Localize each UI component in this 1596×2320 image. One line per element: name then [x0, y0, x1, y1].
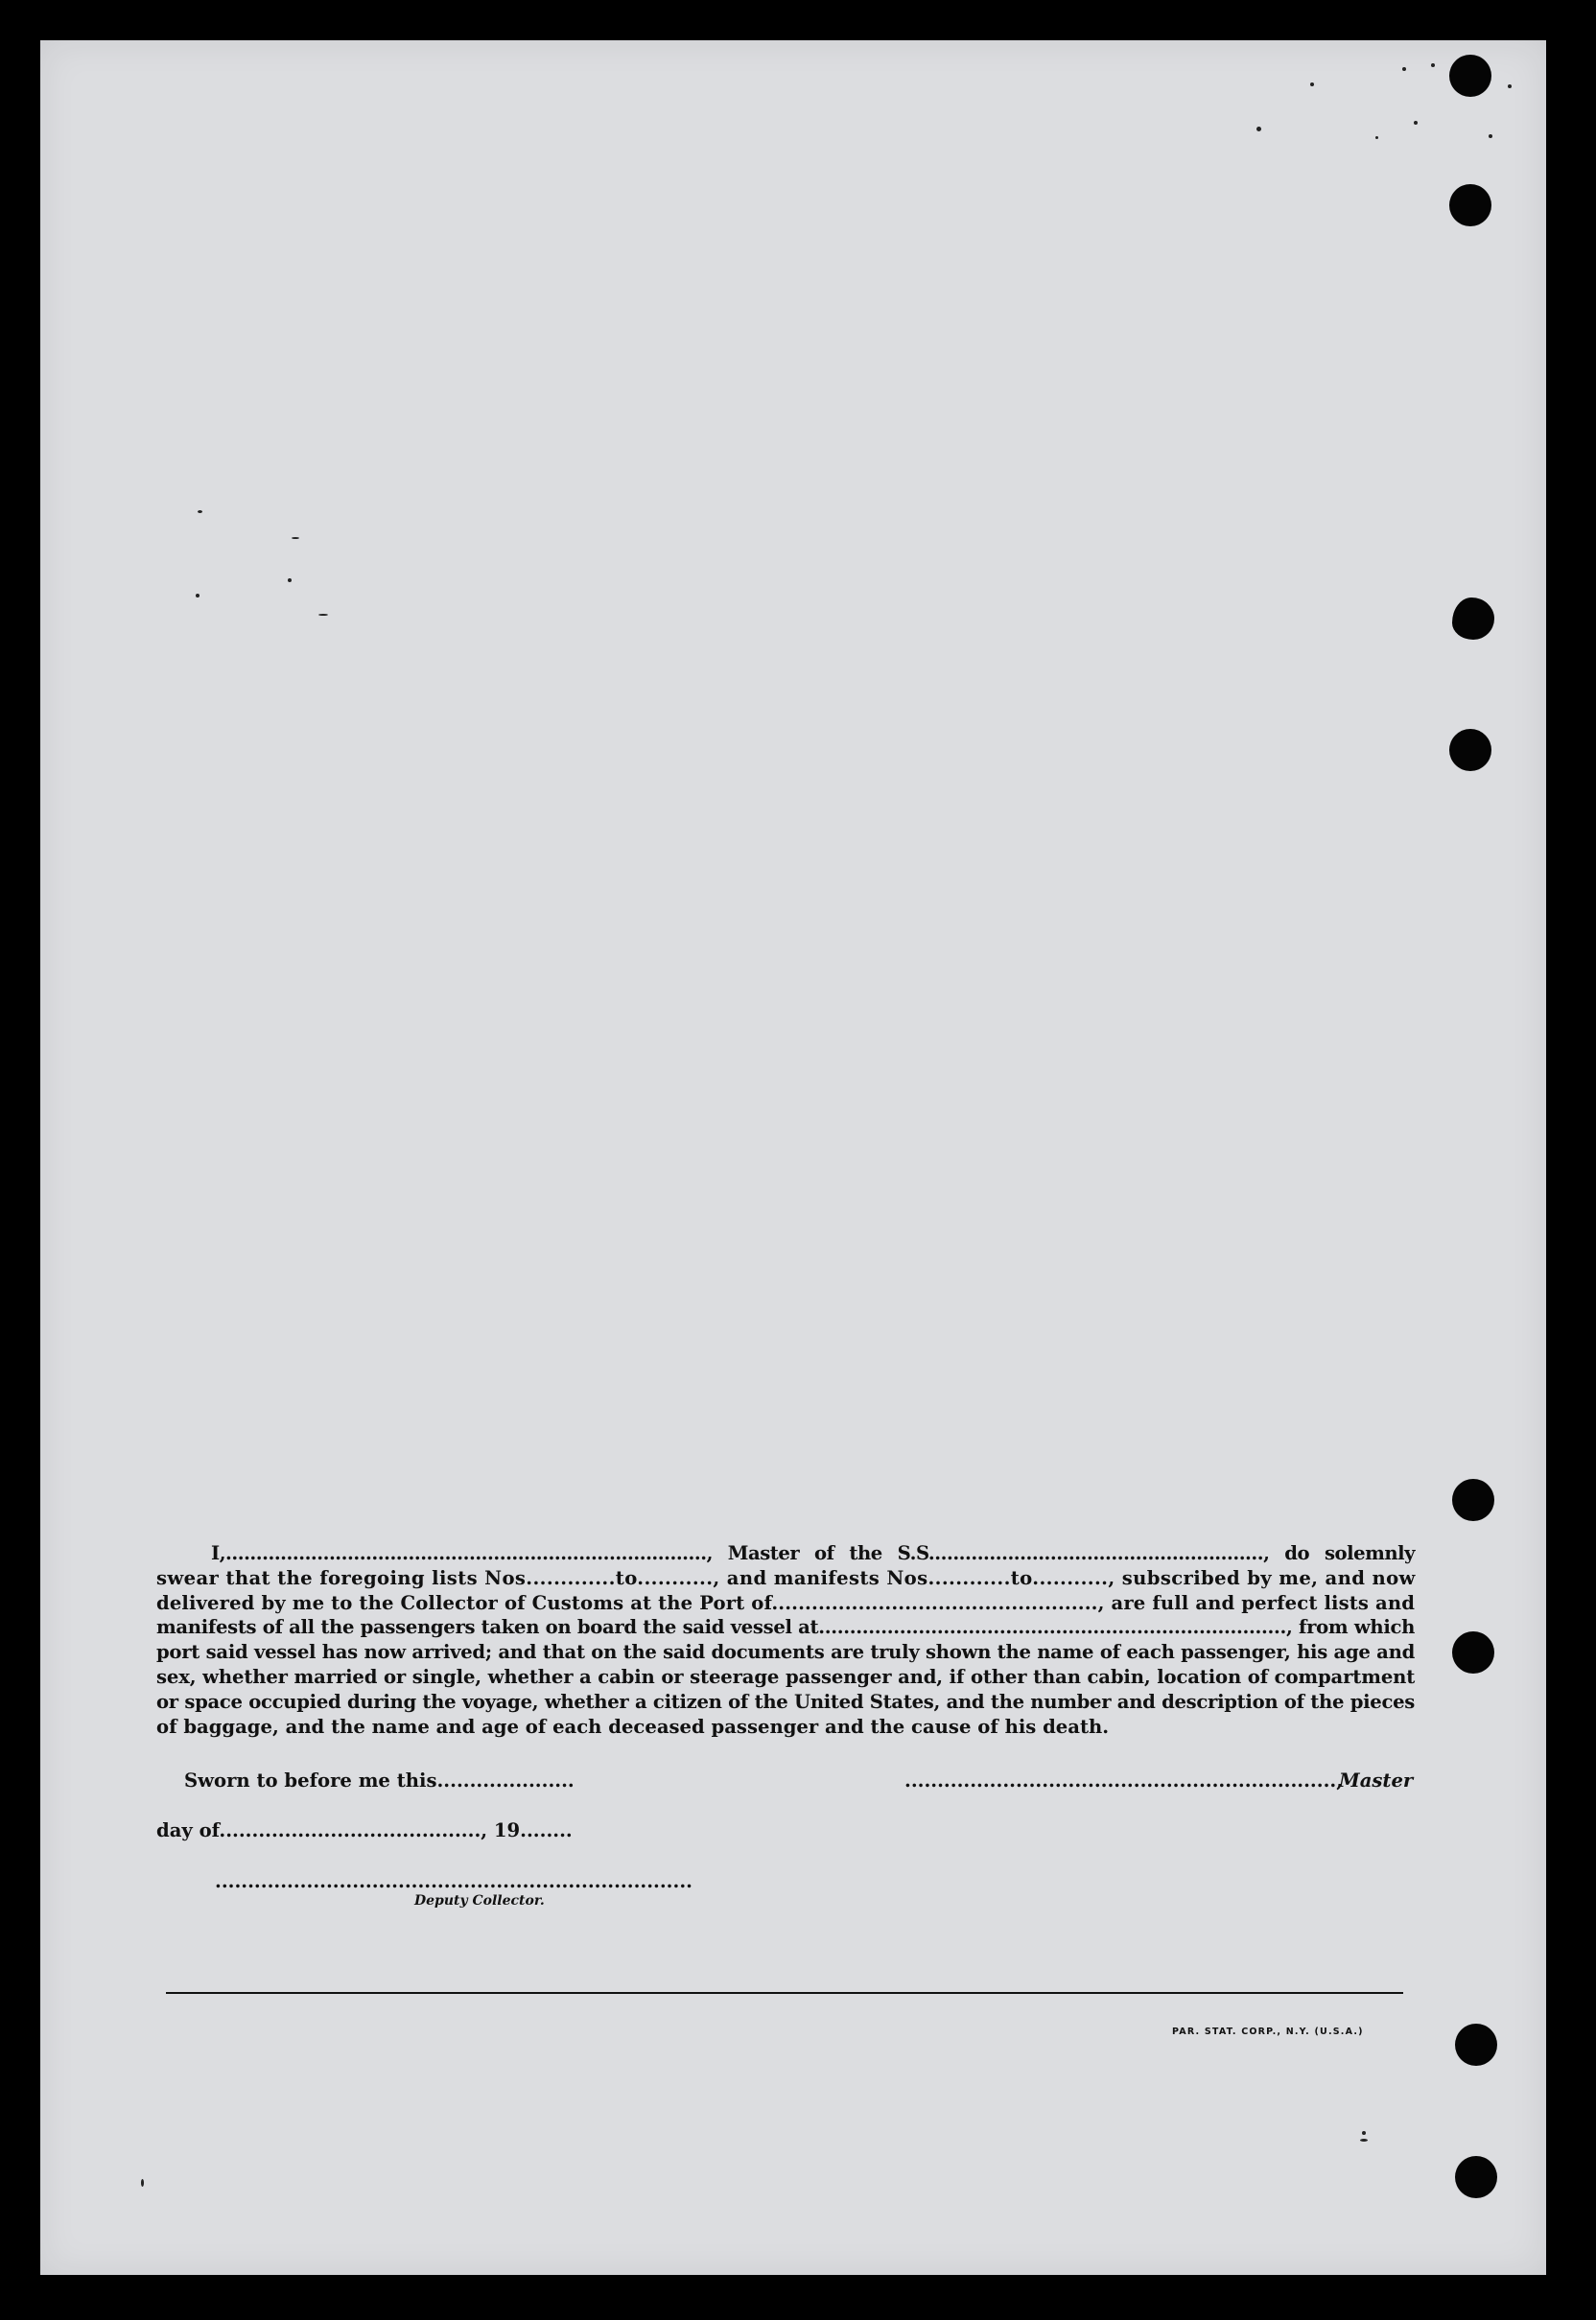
punch-hole [1452, 598, 1494, 640]
oath-paragraph [156, 1541, 1415, 1739]
dust-speck [1402, 67, 1406, 71]
dust-speck [1310, 82, 1314, 86]
master-label: Master [1339, 1769, 1414, 1792]
master-signature-line: .................................................................., [904, 1769, 1344, 1792]
collector-signature-line: ......................................................................... [215, 1870, 692, 1892]
day-label: day of........................................, 19........ [156, 1819, 573, 1841]
printer-mark: PAR. STAT. CORP., N.Y. (U.S.A.) [1172, 2027, 1364, 2037]
dust-speck [1362, 2131, 1366, 2135]
oath-line: swear that the foregoing lists Nos.............to..........., and manifests Nos............to..........., subscribed by me, and now [156, 1566, 1416, 1589]
dust-speck [292, 537, 299, 539]
dust-speck [1360, 2139, 1368, 2142]
dust-speck [1508, 84, 1512, 88]
oath-line: sex, whether married or single, whether a cabin or steerage passenger and, if other than cabin, location of compartment [156, 1665, 1416, 1688]
sworn-label: Sworn to before me this..................... [184, 1769, 575, 1792]
oath-line: of baggage, and the name and age of each deceased passenger and the cause of his death. [156, 1715, 1110, 1738]
dust-speck [318, 614, 328, 616]
punch-hole [1449, 55, 1491, 97]
punch-hole [1455, 2024, 1497, 2066]
oath-line: delivered by me to the Collector of Customs at the Port of................................................., are full and perfect lists and [156, 1591, 1416, 1614]
footer-rule [166, 1992, 1403, 1994]
oath-line: I,..............................................................................., Master of the S.S......................................................., do solemnly [211, 1542, 1415, 1564]
dust-speck [198, 510, 202, 513]
oath-line: port said vessel has now arrived; and that on the said documents are truly shown the name of each passenger, his age and [156, 1641, 1415, 1664]
dust-speck [1375, 136, 1378, 139]
dust-speck [1489, 134, 1492, 138]
punch-hole [1449, 729, 1491, 771]
deputy-collector-label: Deputy Collector. [414, 1893, 545, 1909]
dust-speck [1431, 63, 1435, 67]
dust-speck [288, 578, 292, 582]
dust-speck [196, 594, 200, 598]
punch-hole [1449, 184, 1491, 226]
punch-hole [1452, 1479, 1494, 1521]
oath-line: manifests of all the passengers taken on board the said vessel at..........................................................................., from which [156, 1616, 1415, 1639]
oath-line: or space occupied during the voyage, whether a citizen of the United States, and the number and description of the pieces [156, 1690, 1415, 1713]
dust-speck [141, 2179, 144, 2187]
dust-speck [1414, 121, 1418, 125]
manifest-sheet [40, 40, 1546, 2275]
dust-speck [1256, 127, 1261, 131]
punch-hole [1452, 1631, 1494, 1674]
punch-hole [1455, 2156, 1497, 2198]
